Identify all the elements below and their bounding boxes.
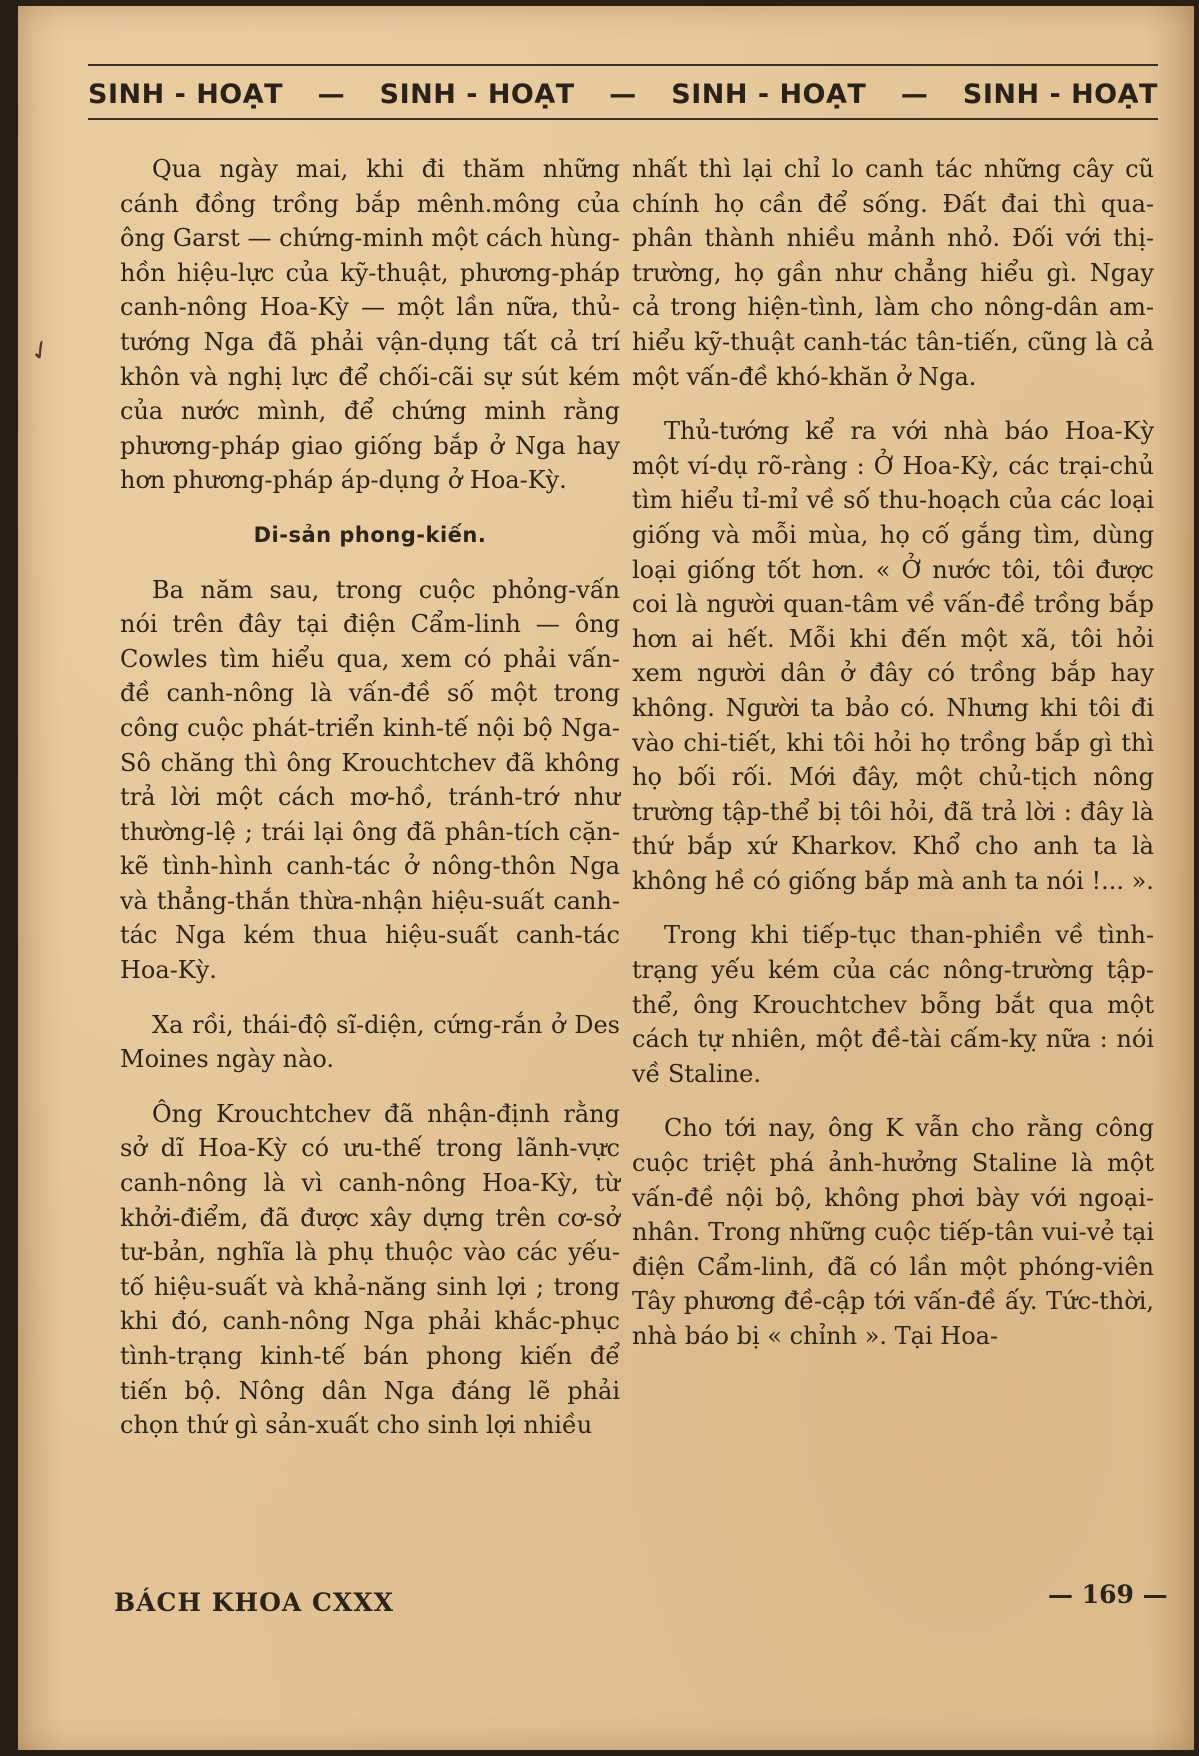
pencil-mark-icon: ✓: [23, 332, 58, 370]
header-separator: —: [900, 78, 929, 110]
header-top-rule: [88, 64, 1158, 66]
paragraph: Thủ-tướng kể ra với nhà báo Hoa-Kỳ một ví-dụ rõ-ràng : Ở Hoa-Kỳ, các trại-chủ tìm hiểu tỉ-mỉ về số thu-hoạch của các loại giống và mỗi mùa, họ cố gắng tìm, dùng loại giống tốt hơn. « Ở nước tôi, tôi được coi là người quan-tâm về vấn-đề trồng bắp hơn ai hết. Mỗi khi đến một xã, tôi hỏi xem người dân ở đây có trồng bắp hay không. Người ta bảo có. Nhưng khi tôi đi vào chi-tiết, khi tôi hỏi họ trồng bắp gì thì họ bối rối. Mới đây, một chủ-tịch nông trường tập-thể bị tôi hỏi, đã trả lời : đây là thứ bắp xứ Kharkov. Khổ cho anh ta là không hề có giống bắp mà anh ta nói !... ».: [632, 417, 1154, 895]
paragraph: Trong khi tiếp-tục than-phiền về tình-trạng yếu kém của các nông-trường tập-thể, ông Krouchtchev bỗng bắt qua một cách tự nhiên, một đề-tài cấm-kỵ nữa : nói về Staline.: [632, 921, 1154, 1088]
magazine-page: [18, 6, 1194, 1750]
header-item: SINH - HOẠT: [671, 78, 867, 110]
header-separator: —: [609, 78, 637, 110]
header-item: SINH - HOẠT: [88, 78, 284, 110]
publication-title: BÁCH KHOA CXXX: [114, 1588, 395, 1617]
running-header: [88, 74, 1158, 114]
paragraph: Xa rồi, thái-độ sĩ-diện, cứng-rắn ở Des Moines ngày nào.: [120, 1010, 620, 1074]
paragraph: Qua ngày mai, khi đi thăm những cánh đồng trồng bắp mênh.mông của ông Garst — chứng-minh một cách hùng-hồn hiệu-lực của kỹ-thuật, phương-pháp canh-nông Hoa-Kỳ — một lần nữa, thủ-tướng Nga đã phải vận-dụng tất cả trí khôn và nghị lực để chối-cãi sự sút kém của nước mình, để chứng minh rằng phương-pháp giao giống bắp ở Nga hay hơn phương-pháp áp-dụng ở Hoa-Kỳ.: [120, 155, 620, 495]
header-item: SINH - HOẠT: [379, 78, 575, 110]
section-subheading: Di-sản phong-kiến.: [253, 522, 487, 547]
header-bottom-rule: [88, 118, 1158, 120]
paragraph: nhất thì lại chỉ lo canh tác những cây cũ chính họ cần để sống. Đất đai thì qua-phân thành nhiều mảnh nhỏ. Đối với thị-trường, họ gần như chẳng hiểu gì. Ngay cả trong hiện-tình, làm cho nông-dân am-hiểu kỹ-thuật canh-tác tân-tiến, cũng là cả một vấn-đề khó-khăn ở Nga.: [632, 155, 1154, 391]
paragraph: Ba năm sau, trong cuộc phỏng-vấn nói trên đây tại điện Cẩm-linh — ông Cowles tìm hiểu qua, xem có phải vấn-đề canh-nông là vấn-đề số một trong công cuộc phát-triển kinh-tế nội bộ Nga-Sô chăng thì ông Krouchtchev đã không trả lời một cách mơ-hồ, tránh-trớ như thường-lệ ; trái lại ông đã phân-tích cặn-kẽ tình-hình canh-tác ở nông-thôn Nga và thẳng-thắn thừa-nhận hiệu-suất canh-tác Nga kém thua hiệu-suất canh-tác Hoa-Kỳ.: [120, 575, 620, 985]
paragraph: Cho tới nay, ông K vẫn cho rằng công cuộc triệt phá ảnh-hưởng Staline là một vấn-đề nội bộ, không phơi bày với ngoại-nhân. Trong những cuộc tiếp-tân vui-vẻ tại điện Cẩm-linh, đã có lần một phóng-viên Tây phương đề-cập tới vấn-đề ấy. Tức-thời, nhà báo bị « chỉnh ». Tại Hoa-: [632, 1114, 1154, 1350]
right-column: [632, 152, 1154, 1374]
page-number: — 169 —: [1048, 1580, 1168, 1609]
paragraph: Ông Krouchtchev đã nhận-định rằng sở dĩ Hoa-Kỳ có ưu-thế trong lãnh-vực canh-nông là vì canh-nông Hoa-Kỳ, từ khởi-điểm, đã được xây dựng trên cơ-sở tư-bản, nghĩa là phụ thuộc vào các yếu-tố hiệu-suất và khả-năng sinh lợi ; trong khi đó, canh-nông Nga phải khắc-phục tình-trạng kinh-tế bán phong kiến để tiến bộ. Nông dân Nga đáng lẽ phải chọn thứ gì sản-xuất cho sinh lợi nhiều: [120, 1099, 620, 1440]
header-separator: —: [317, 78, 346, 110]
left-column: [120, 152, 620, 1463]
header-item: SINH - HOẠT: [962, 78, 1158, 110]
